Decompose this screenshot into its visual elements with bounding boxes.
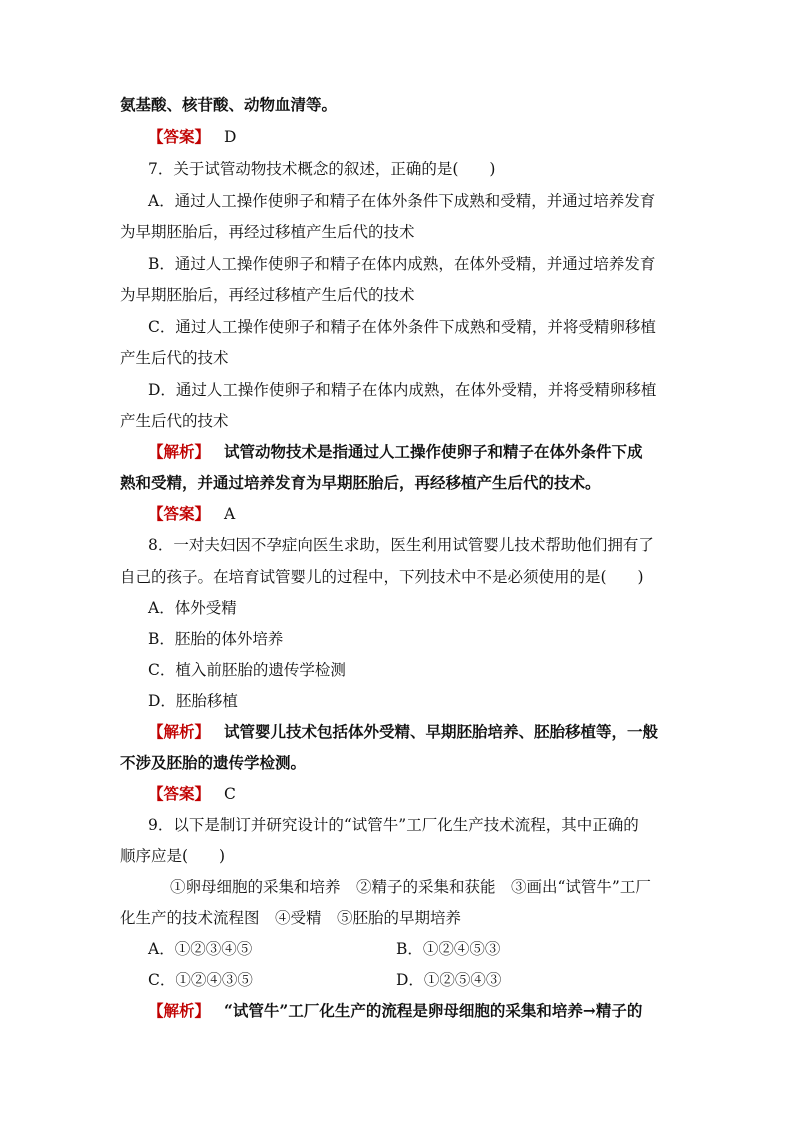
question-9-cont: 顺序应是( ) — [120, 847, 226, 865]
analysis-text: “试管牛”工厂化生产的流程是卵母细胞的采集和培养→精子的 — [224, 1001, 643, 1020]
text-line: 氨基酸、核苷酸、动物血清等。 — [120, 95, 338, 114]
steps-cont: 化生产的技术流程图 ④受精 ⑤胚胎的早期培养 — [120, 909, 462, 927]
answer-tag: 【答案】 — [148, 504, 211, 523]
answer-tag: 【答案】 — [148, 127, 211, 146]
analysis-line — [148, 1001, 708, 1021]
option-7d-cont: 产生后代的技术 — [120, 412, 229, 430]
answer-line — [148, 127, 708, 147]
option-7c-cont: 产生后代的技术 — [120, 349, 229, 367]
option-9b: B．①②④⑤③ — [396, 940, 501, 958]
question-7: 7．关于试管动物技术概念的叙述，正确的是( ) — [148, 160, 496, 178]
analysis-text: 试管婴儿技术包括体外受精、早期胚胎培养、胚胎移植等，一般 — [224, 722, 659, 741]
analysis-cont: 熟和受精，并通过培养发育为早期胚胎后，再经移植产生后代的技术。 — [120, 473, 601, 492]
answer-value: A — [224, 505, 236, 523]
options-row-1 — [148, 939, 708, 959]
option-7a: A．通过人工操作使卵子和精子在体外条件下成熟和受精，并通过培养发育 — [148, 192, 656, 210]
option-7b: B．通过人工操作使卵子和精子在体内成熟，在体外受精，并通过培养发育 — [148, 255, 656, 273]
question-8: 8．一对夫妇因不孕症向医生求助，医生利用试管婴儿技术帮助他们拥有了 — [148, 536, 654, 554]
option-7d: D．通过人工操作使卵子和精子在体内成熟，在体外受精，并将受精卵移植 — [148, 381, 657, 399]
answer-value: C — [224, 785, 236, 803]
option-8a: A．体外受精 — [148, 599, 237, 617]
option-8b: B．胚胎的体外培养 — [148, 630, 284, 648]
option-7a-cont: 为早期胚胎后，再经过移植产生后代的技术 — [120, 223, 415, 241]
option-7c: C．通过人工操作使卵子和精子在体外条件下成熟和受精，并将受精卵移植 — [148, 318, 656, 336]
analysis-tag: 【解析】 — [148, 722, 211, 741]
options-row-2 — [148, 970, 708, 990]
question-9: 9．以下是制订并研究设计的“试管牛”工厂化生产技术流程，其中正确的 — [148, 816, 639, 834]
answer-line — [148, 504, 708, 524]
option-8d: D．胚胎移植 — [148, 692, 238, 710]
analysis-line — [148, 722, 708, 742]
option-9c: C．①②④③⑤ — [148, 971, 253, 989]
analysis-line — [148, 442, 708, 462]
option-9a: A．①②③④⑤ — [148, 940, 253, 958]
option-9d: D．①②⑤④③ — [396, 971, 502, 989]
analysis-cont: 不涉及胚胎的遗传学检测。 — [120, 753, 307, 772]
question-8-cont: 自己的孩子。在培育试管婴儿的过程中，下列技术中不是必须使用的是( ) — [120, 568, 644, 586]
option-8c: C．植入前胚胎的遗传学检测 — [148, 661, 346, 679]
analysis-tag: 【解析】 — [148, 1001, 211, 1020]
answer-line — [148, 784, 708, 804]
steps-line: ①卵母细胞的采集和培养 ②精子的采集和获能 ③画出“试管牛”工厂 — [170, 878, 651, 896]
answer-value: D — [224, 128, 237, 146]
option-7b-cont: 为早期胚胎后，再经过移植产生后代的技术 — [120, 286, 415, 304]
answer-tag: 【答案】 — [148, 784, 211, 803]
analysis-text: 试管动物技术是指通过人工操作使卵子和精子在体外条件下成 — [224, 442, 643, 461]
analysis-tag: 【解析】 — [148, 442, 211, 461]
